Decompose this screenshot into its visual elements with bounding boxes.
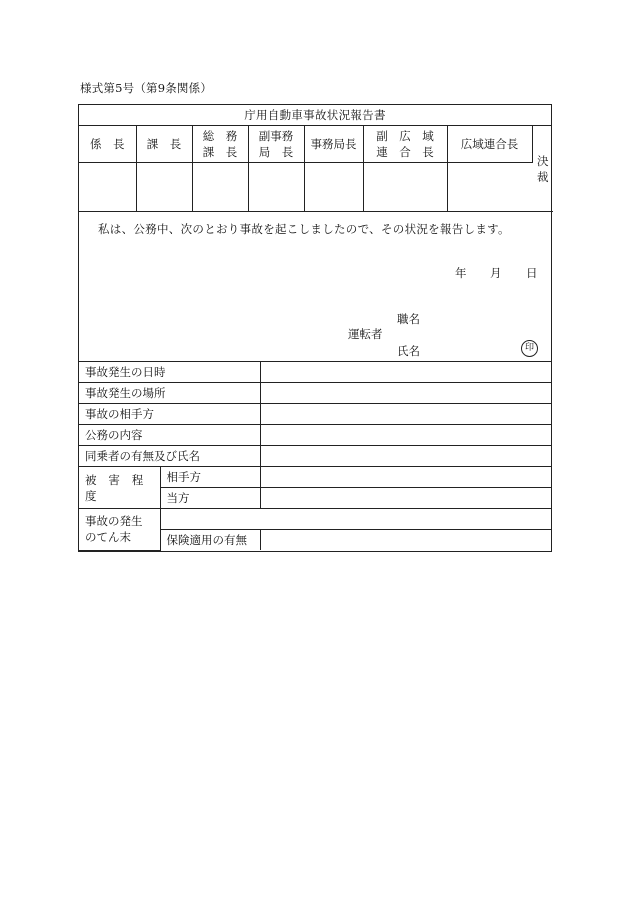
approver-header-union-head: 広域連合長 [447, 126, 532, 163]
date-month-label: 月 [490, 266, 502, 280]
date-year-label: 年 [455, 266, 467, 280]
form-title: 庁用自動車事故状況報告書 [79, 105, 551, 126]
label-damage-own-side: 当方 [160, 488, 260, 509]
label-accident-circumstances: 事故の発生 のてん末 [79, 509, 160, 551]
accident-details-table [79, 362, 551, 551]
approver-header-section-chief: 係 長 [79, 126, 136, 163]
accident-report-form [78, 104, 552, 552]
stamp-box-union-head[interactable] [447, 163, 532, 212]
stamp-box-section-chief[interactable] [79, 163, 136, 212]
field-accident-location[interactable] [260, 383, 551, 404]
approver-header-secretary-general: 事務局長 [304, 126, 363, 163]
field-passengers[interactable] [260, 446, 551, 467]
report-statement-section [79, 212, 551, 362]
stamp-box-division-chief[interactable] [136, 163, 192, 212]
stamp-box-deputy-union-head[interactable] [363, 163, 447, 212]
report-statement: 私は、公務中、次のとおり事故を起こしましたので、その状況を報告します。 [98, 222, 510, 236]
label-duty-content: 公務の内容 [79, 425, 260, 446]
driver-label: 運転者 [348, 327, 383, 341]
label-passengers: 同乗者の有無及び氏名 [79, 446, 260, 467]
name-label: 氏名 [397, 344, 420, 358]
seal-mark: 印 [521, 340, 538, 357]
label-damage-other-party: 相手方 [160, 467, 260, 488]
date-day-label: 日 [526, 266, 538, 280]
label-accident-datetime: 事故発生の日時 [79, 362, 260, 383]
stamp-box-deputy-secretary-general[interactable] [248, 163, 304, 212]
field-insurance-applied[interactable] [260, 530, 551, 551]
approver-header-general-affairs-chief: 総 務 課 長 [192, 126, 248, 163]
label-damage-extent: 被 害 程 度 [79, 467, 160, 509]
stamp-box-secretary-general[interactable] [304, 163, 363, 212]
form-number-label: 様式第5号（第9条関係） [80, 81, 213, 95]
approval-decision-label: 決 裁 [532, 126, 553, 212]
stamp-box-general-affairs-chief[interactable] [192, 163, 248, 212]
approver-header-division-chief: 課 長 [136, 126, 192, 163]
field-accident-counterpart[interactable] [260, 404, 551, 425]
field-damage-other-party[interactable] [260, 467, 551, 488]
label-accident-counterpart: 事故の相手方 [79, 404, 260, 425]
occupation-label: 職名 [397, 312, 420, 326]
label-accident-location: 事故発生の場所 [79, 383, 260, 404]
approver-header-deputy-union-head: 副 広 域 連 合 長 [363, 126, 447, 163]
field-accident-datetime[interactable] [260, 362, 551, 383]
approval-stamp-table [79, 126, 553, 212]
field-damage-own-side[interactable] [260, 488, 551, 509]
field-accident-circumstances[interactable] [160, 509, 551, 530]
approver-header-deputy-secretary-general: 副事務 局 長 [248, 126, 304, 163]
field-duty-content[interactable] [260, 425, 551, 446]
label-insurance-applied: 保険適用の有無 [160, 530, 260, 551]
